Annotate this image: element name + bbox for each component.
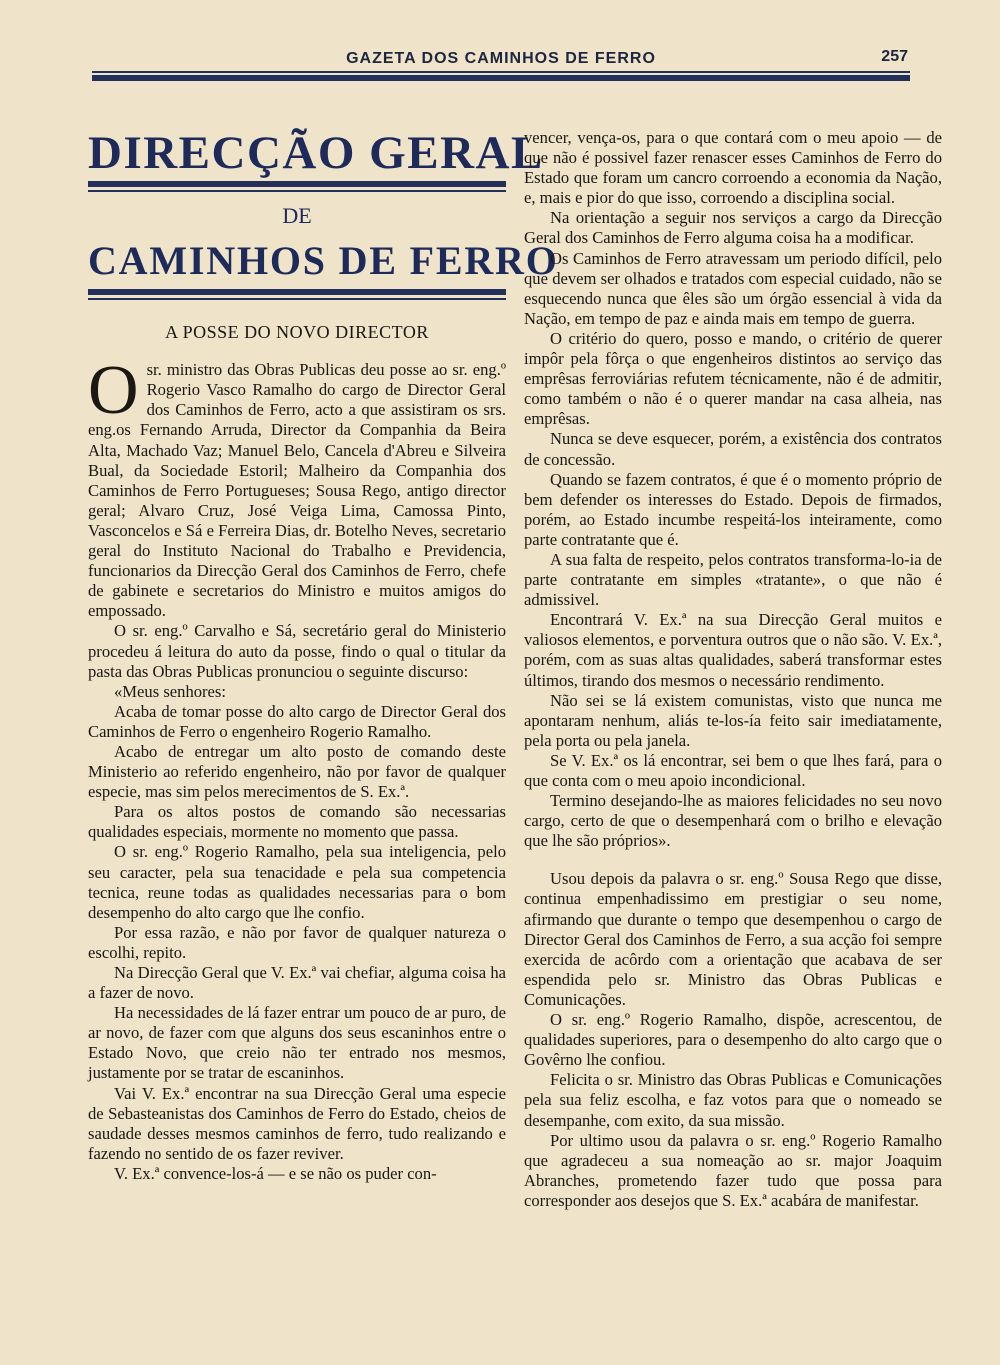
paragraph: Não sei se lá existem comunistas, visto que nunca me apontaram nenhum, aliás te-los-ía feito sair imediatamente, pela porta ou pela janela. (524, 690, 942, 750)
title-line-2: CAMINHOS DE FERRO (88, 238, 559, 284)
running-title: GAZETA DOS CAMINHOS DE FERRO (346, 50, 656, 67)
page-number: 257 (881, 48, 908, 65)
paragraph: Vai V. Ex.ª encontrar na sua Direcção Geral uma especie de Sebasteanistas dos Caminhos de Ferro do Estado, cheios de saudade desses mesmos caminhos de ferro, tudo realizando e fazendo no sentido de os fazer reviver. (88, 1083, 506, 1163)
paragraph: O sr. eng.º Carvalho e Sá, secretário geral do Ministerio procedeu á leitura do auto da posse, findo o qual o titular da pasta das Obras Publicas pronunciou o seguinte discurso: (88, 621, 506, 681)
paragraph: Quando se fazem contratos, é que é o momento próprio de bem defender os interesses do Estado. Depois de firmados, porém, ao Estado incumbe respeitá-los inteiramente, como parte contratante que é. (524, 469, 942, 549)
paragraph: Na orientação a seguir nos serviços a cargo da Direcção Geral dos Caminhos de Ferro alguma coisa ha a modificar. (524, 208, 942, 248)
left-column (88, 127, 559, 1184)
section-gap (524, 851, 942, 869)
paragraph: O sr. eng.º Rogerio Ramalho, dispõe, acrescentou, de qualidades superiores, para o desempenho do alto cargo que o Govêrno lhe confiou. (524, 1010, 942, 1070)
paragraph: vencer, vença-os, para o que contará com o meu apoio — de que não é possivel fazer renascer esses Caminhos de Ferro do Estado que foram um cancro corroendo a economia da Nação, e, mais e pior do que isso, corroendo a disciplina social. (524, 128, 942, 208)
drop-cap: O (88, 352, 139, 430)
paragraph: Por ultimo usou da palavra o sr. eng.º Rogerio Ramalho que agradeceu a sua nomeação ao sr. major Joaquim Abranches, prometendo fazer tudo que possa para corresponder aos desejos que S. Ex.ª acabára de manifestar. (524, 1130, 942, 1210)
title-line-1: DIRECÇÃO GERAL (88, 127, 544, 179)
header-rule-thick (92, 75, 910, 81)
paragraph: Na Direcção Geral que V. Ex.ª vai chefiar, alguma coisa ha a fazer de novo. (88, 963, 506, 1003)
opening-paragraph (88, 352, 506, 621)
paragraph: Usou depois da palavra o sr. eng.º Sousa Rego que disse, continua empenhadissimo em prestigiar o seu nome, afirmando que durante o tempo que desempenhou o cargo de Director Geral dos Caminhos de Ferro, a sua acção foi sempre exercida de acôrdo com a orientação que acabava de ser espendida pelo sr. Ministro das Obras Publicas e Comunicações. (524, 869, 942, 1009)
paragraph: Nunca se deve esquecer, porém, a existência dos contratos de concessão. (524, 429, 942, 469)
paragraph: Encontrará V. Ex.ª na sua Direcção Geral muitos e valiosos elementos, e porventura outros que o não são. V. Ex.ª, porém, com as suas altas qualidades, saberá transformar estes últimos, tirando dos mesmos o necessário rendimento. (524, 610, 942, 690)
paragraph: Felicita o sr. Ministro das Obras Publicas e Comunicações pela sua feliz escolha, e faz votos para que o nomeado se desempanhe, com exito, da sua missão. (524, 1070, 942, 1130)
paragraph: Termino desejando-lhe as maiores felicidades no seu novo cargo, certo de que o desempenhará com o brilho e elevação que lhe são próprios». (524, 791, 942, 851)
paragraph: O critério do quero, posso e mando, o critério de querer impôr pela fôrça o que engenheiros distintos ao serviço das emprêsas ferroviárias refutem técnicamente, não é de admitir, como também o não é o querer mandar na casa alheia, nas emprêsas. (524, 328, 942, 429)
title-rule-thin (88, 190, 506, 192)
title-rule-2 (88, 289, 506, 295)
paragraph: V. Ex.ª convence-los-á — e se não os puder con- (114, 1163, 437, 1183)
title-rule-2-thin (88, 298, 506, 300)
paragraph: «Meus senhores: (114, 681, 226, 701)
paragraph: Os Caminhos de Ferro atravessam um periodo difícil, pelo que devem ser olhados e tratados com especial cuidado, não se esquecendo nunca que êles são um órgão essencial à vida da Nação, em tempo de paz e ainda mais em tempo de guerra. (524, 248, 942, 328)
title-rule (88, 181, 506, 187)
subheading: A POSSE DO NOVO DIRECTOR (165, 322, 429, 343)
paragraph: A sua falta de respeito, pelos contratos transforma-lo-ia de parte contratante em simples «tratante», o que não é admissivel. (524, 549, 942, 610)
running-header (92, 44, 910, 84)
paragraph: O sr. eng.º Rogerio Ramalho, pela sua inteligencia, pelo seu caracter, pela sua tenacidade e pela sua competencia tecnica, reune todas as qualidades necessarias para o bom desempenho do alto cargo que lhe confio. (88, 842, 506, 922)
paragraph: Se V. Ex.ª os lá encontrar, sei bem o que lhes fará, para o que conta com o meu apoio incondicional. (524, 750, 942, 790)
paragraph: Ha necessidades de lá fazer entrar um pouco de ar puro, de ar novo, de fazer com que alguns dos seus escaninhos entre o Estado Novo, que creio não ter entrado nos mesmos, justamente por se tratar de escaninhos. (88, 1003, 506, 1083)
title-de: DE (282, 203, 312, 228)
paragraph: Para os altos postos de comando são necessarias qualidades especiais, mormente no momento que passa. (88, 802, 506, 842)
paragraph: Por essa razão, e não por favor de qualquer natureza o escolhi, repito. (88, 922, 506, 962)
paragraph: Acaba de tomar posse do alto cargo de Director Geral dos Caminhos de Ferro o engenheiro Rogerio Ramalho. (88, 701, 506, 741)
paragraph: Acabo de entregar um alto posto de comando deste Ministerio ao referido engenheiro, não por favor de qualquer especie, mas sim pelos merecimentos de S. Ex.ª. (88, 741, 506, 802)
header-rule (92, 71, 910, 73)
right-column (524, 128, 942, 1211)
paragraph: sr. ministro das Obras Publicas deu posse ao sr. eng.º Rogerio Vasco Ramalho do cargo de Director Geral dos Caminhos de Ferro, acto a que assistiram os srs. eng.os Fernando Arruda, Director da Companhia da Beira Alta, Machado Vaz; Manuel Belo, Cancela d'Abreu e Silveira Bual, da Sociedade Estoril; Malheiro da Companhia dos Caminhos de Ferro Portugueses; Sousa Rego, antigo director geral; Alvaro Cruz, José Veiga Lima, Camossa Pinto, Vasconcelos e Sá e Ferreira Dias, dr. Botelho Neves, secretario geral do Instituto Nacional do Trabalho e Previdencia, funcionarios da Direcção Geral dos Caminhos de Ferro, chefe de gabinete e secretarios do Ministro e muitos amigos do empossado. (88, 360, 506, 621)
